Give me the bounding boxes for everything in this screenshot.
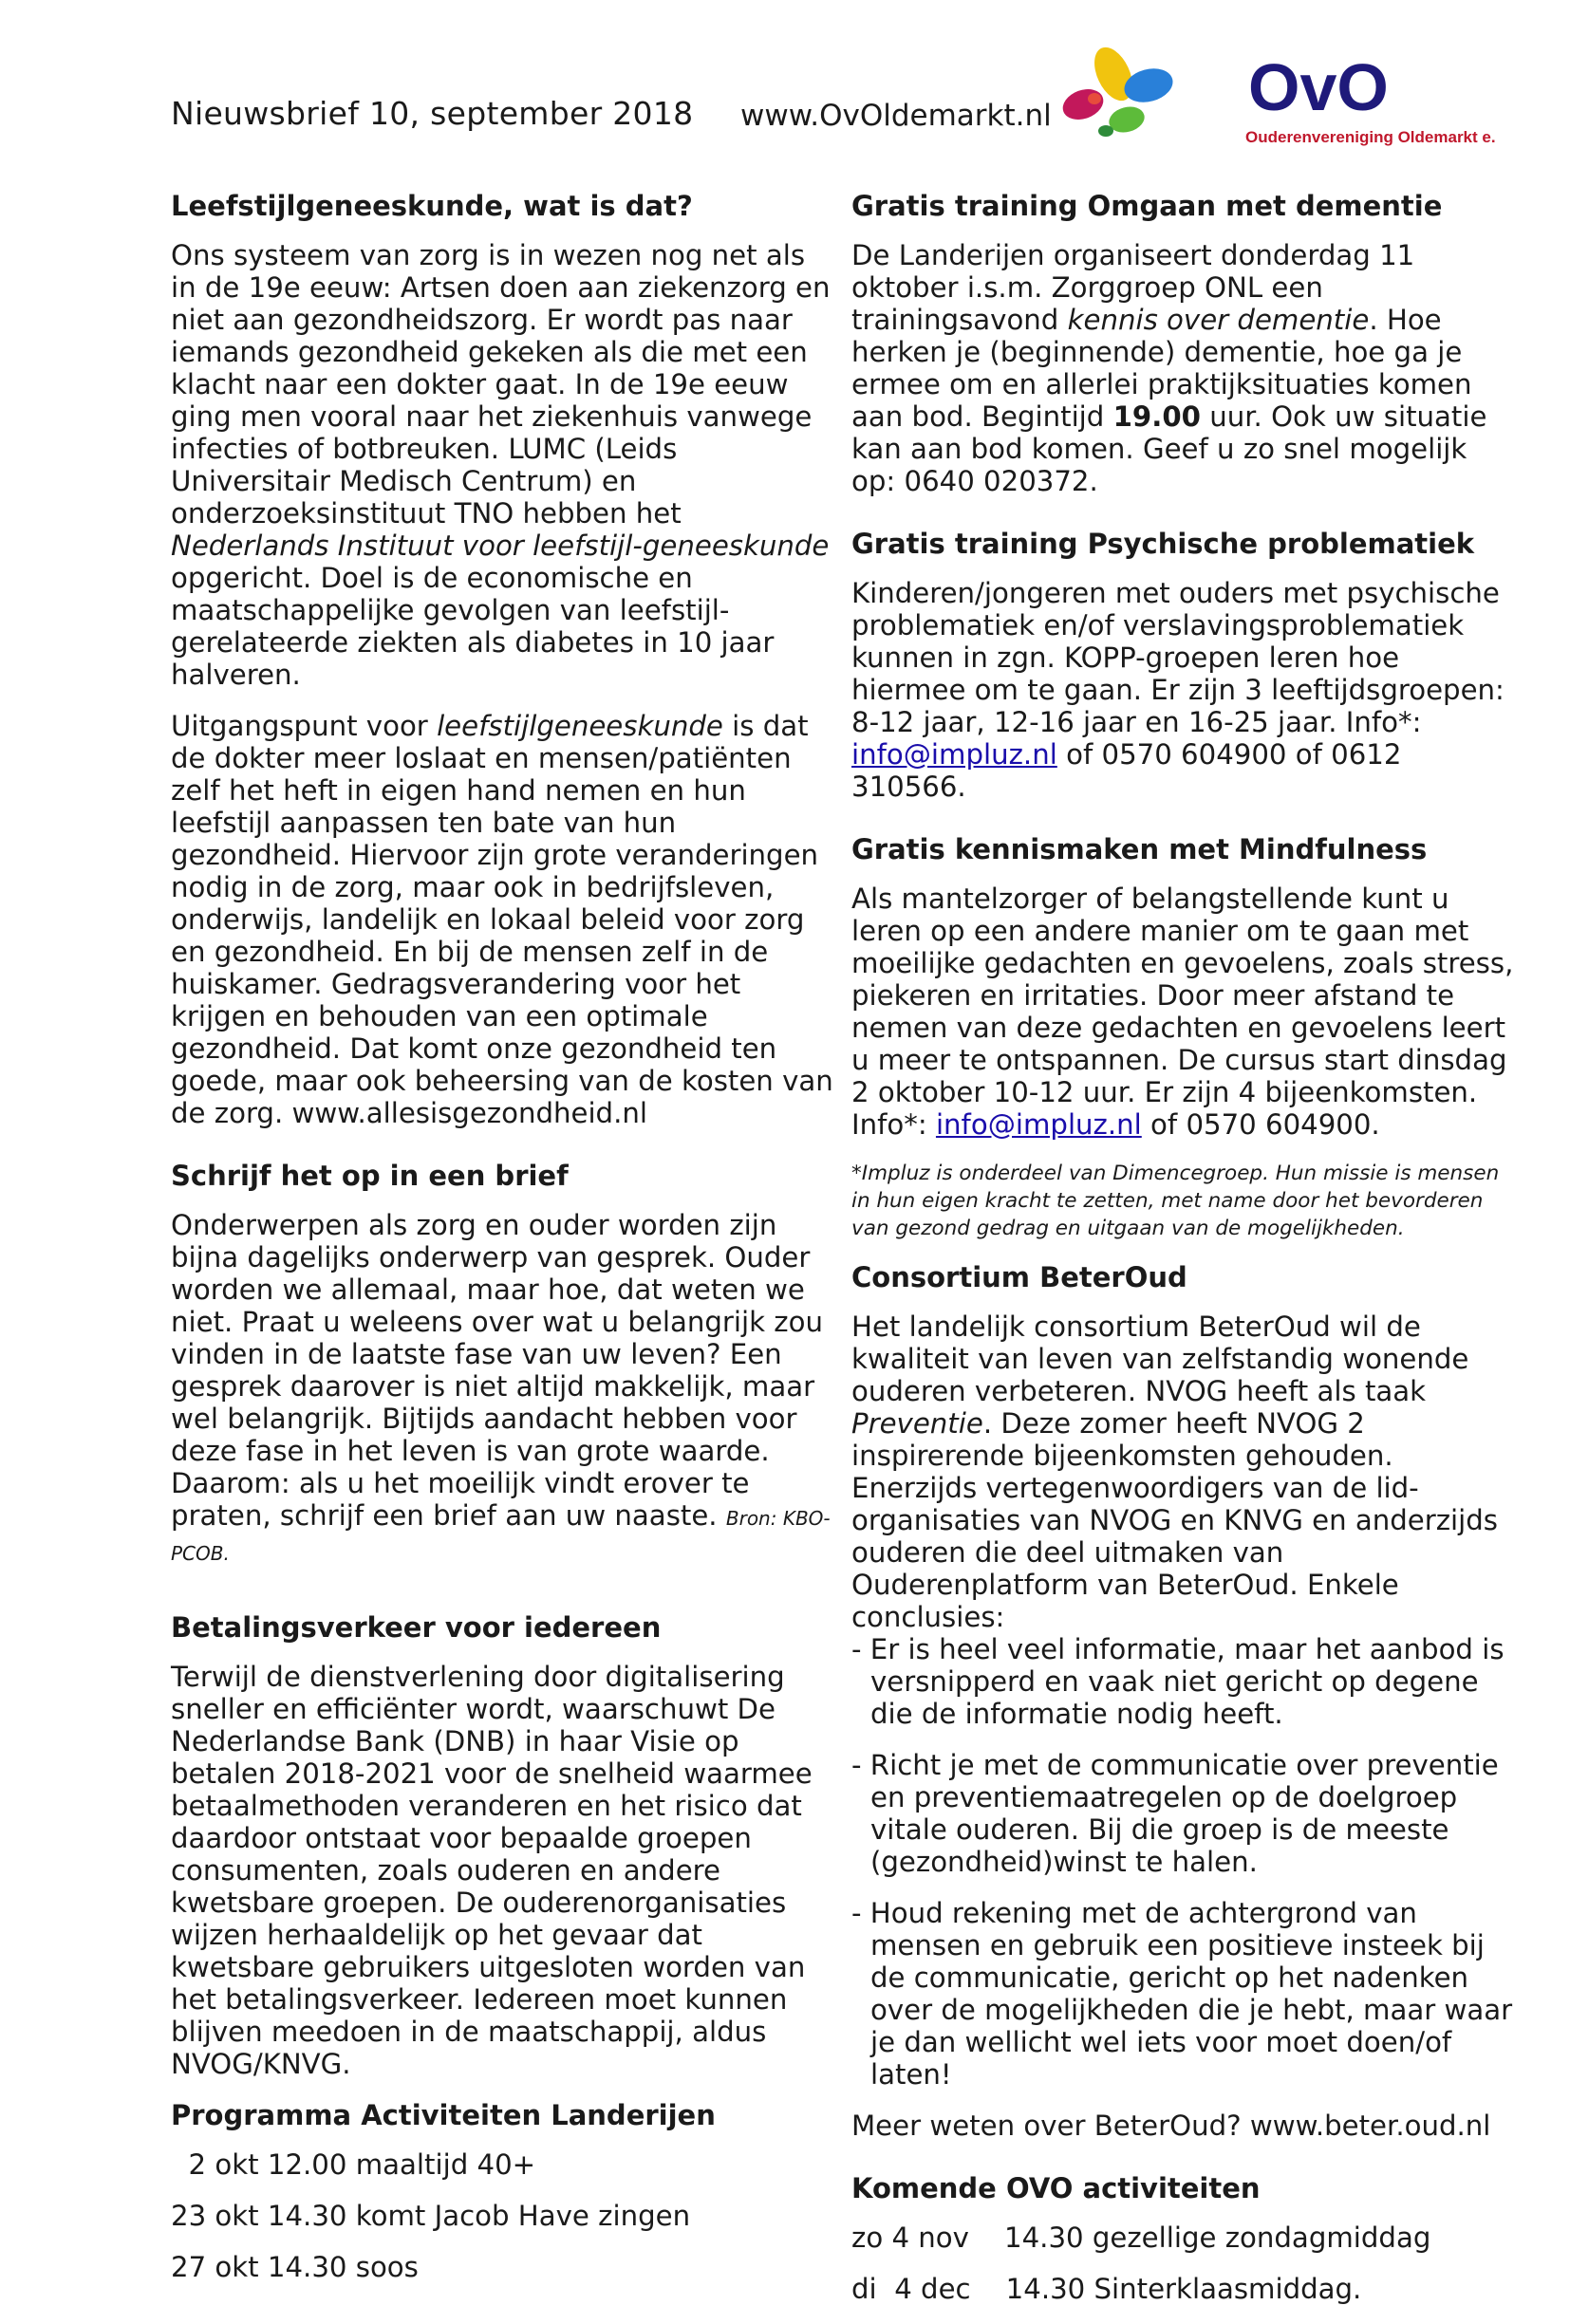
heading-programma: Programma Activiteiten Landerijen: [171, 2099, 716, 2131]
email-link[interactable]: info@impluz.nl: [935, 1108, 1142, 1141]
heading-dementie: Gratis training Omgaan met dementie: [851, 190, 1443, 222]
logo-subtitle: Ouderenvereniging Oldemarkt e.o.: [1245, 128, 1495, 146]
paragraph-dementie: De Landerijen organiseert donderdag 11 oktober i.s.m. Zorggroep ONL een trainingsavond kennis over dementie. Hoe herken je (beginnende) dementie, hoe ga je ermee om en allerlei praktijksituaties komen aan bod. Begintijd 19.00 uur. Ook uw situatie kan aan bod komen. Geef u zo snel mogelijk op: 0640 020372.: [851, 239, 1487, 497]
right-column: [851, 190, 1516, 2324]
paragraph-mindfulness: Als mantelzorger of belangstellende kunt u leren op een andere manier om te gaan met moeilijke gedachten en gevoelens, zoals stress, piekeren en irritaties. Door meer afstand te nemen van deze gedachten en gevoelens leert u meer te ontspannen. De cursus start dinsdag 2 oktober 10-12 uur. Er zijn 4 bijeenkomsten. Info*: info@impluz.nl of 0570 604900.: [851, 883, 1514, 1141]
heading-mindfulness: Gratis kennismaken met Mindfulness: [851, 833, 1428, 865]
email-link[interactable]: info@impluz.nl: [851, 738, 1057, 771]
heading-betalingsverkeer: Betalingsverkeer voor iedereen: [171, 1611, 662, 1644]
paragraph-leefstijl-1: Ons systeem van zorg is in wezen nog net als in de 19e eeuw: Artsen doen aan ziekenzorg en niet aan gezondheidszorg. Er wordt pas naar iemands gezondheid gekeken als die met een klacht naar een dokter gaat. In de 19e eeuw ging men vooral naar het ziekenhuis vanwege infecties of botbreuken. LUMC (Leids Universitair Medisch Centrum) en onderzoeksinstituut TNO hebben het Nederlands Instituut voor leefstijl-geneeskunde opgericht. Doel is de economische en maatschappelijke gevolgen van leefstijl-gerelateerde ziekten als diabetes in 10 jaar halveren.: [171, 239, 831, 691]
program-item: 2 okt 12.00 maaltijd 40+: [171, 2148, 536, 2181]
paragraph-leefstijl-2: Uitgangspunt voor leefstijlgeneeskunde is dat de dokter meer loslaat en mensen/patiënten zelf het heft in eigen hand nemen en hun leefstijl aanpassen ten bate van hun gezondheid. Hiervoor zijn grote veranderingen nodig in de zorg, maar ook in bedrijfsleven, onderwijs, landelijk en lokaal beleid voor zorg en gezondheid. En bij de mensen zelf in de huiskamer. Gedragsverandering voor het krijgen en behouden van een optimale gezondheid. Dat komt onze gezondheid ten goede, maar ook beheersing van de kosten van de zorg. www.allesisgezondheid.nl: [171, 710, 833, 1129]
newsletter-title: Nieuwsbrief 10, september 2018: [171, 95, 694, 132]
activity-item: zo 4 nov 14.30 gezellige zondagmiddag: [851, 2222, 1431, 2254]
heading-brief: Schrijf het op in een brief: [171, 1160, 569, 1192]
heading-komende: Komende OVO activiteiten: [851, 2172, 1261, 2204]
ovo-logo: [1058, 36, 1495, 159]
flower-logo-icon: [1058, 36, 1495, 159]
logo-text: OvO: [1248, 50, 1389, 124]
heading-leefstijl: Leefstijlgeneeskunde, wat is dat?: [171, 190, 693, 222]
left-column: [171, 190, 835, 2302]
heading-psychisch: Gratis training Psychische problematiek: [851, 528, 1475, 560]
paragraph-betalingsverkeer: Terwijl de dienstverlening door digitalisering sneller en efficiënter wordt, waarschuwt De Nederlandse Bank (DNB) in haar Visie op betalen 2018-2021 voor de snelheid waarmee betaalmethoden veranderen en het risico dat daardoor ontstaat voor bepaalde groepen consumenten, zoals ouderen en andere kwetsbare groepen. De ouderenorganisaties wijzen herhaaldelijk op het gevaar dat kwetsbare gebruikers uitgesloten worden van het betalingsverkeer. Iedereen moet kunnen blijven meedoen in de maatschappij, aldus NVOG/KNVG.: [171, 1661, 813, 2080]
conclusion-item: - Houd rekening met de achtergrond van mensen en gebruik een positieve insteek bij de communicatie, gericht op het nadenken over de mogelijkheden die je hebt, maar waar je dan wellicht wel iets voor moet doen/of laten!: [851, 1897, 1513, 2091]
heading-beteroud: Consortium BeterOud: [851, 1261, 1187, 1293]
program-item: 23 okt 14.30 komt Jacob Have zingen: [171, 2200, 691, 2232]
paragraph-beteroud: Het landelijk consortium BeterOud wil de kwaliteit van leven van zelfstandig wonende ouderen verbeteren. NVOG heeft als taak Preventie. Deze zomer heeft NVOG 2 inspirerende bijeenkomsten gehouden. Enerzijds vertegenwoordigers van de lid-organisaties van NVOG en KNVG en anderzijds ouderen die deel uitmaken van Ouderenplatform van BeterOud. Enkele conclusies:: [851, 1311, 1498, 1633]
program-item: 27 okt 14.30 soos: [171, 2251, 419, 2283]
footnote-impluz: *Impluz is onderdeel van Dimencegroep. Hun missie is mensen in hun eigen kracht te zetten, met name door het bevorderen van gezond gedrag en uitgaan van de mogelijkheden.: [851, 1162, 1500, 1240]
source-note: Bron: KBO-PCOB.: [171, 1507, 831, 1565]
paragraph-psychisch: Kinderen/jongeren met ouders met psychische problematiek en/of verslavingsproblematiek kunnen in zgn. KOPP-groepen leren hoe hiermee om te gaan. Er zijn 3 leeftijdsgroepen: 8-12 jaar, 12-16 jaar en 16-25 jaar. Info*: info@impluz.nl of 0570 604900 of 0612 310566.: [851, 577, 1505, 803]
conclusion-item: - Er is heel veel informatie, maar het aanbod is versnipperd en vaak niet gericht op degene die de informatie nodig heeft.: [851, 1633, 1505, 1730]
activity-item: di 4 dec 14.30 Sinterklaasmiddag.: [851, 2273, 1362, 2305]
beteroud-closing: Meer weten over BeterOud? www.beter.oud.nl: [851, 2110, 1491, 2142]
paragraph-brief: Onderwerpen als zorg en ouder worden zijn bijna dagelijks onderwerp van gesprek. Ouder worden we allemaal, maar hoe, dat weten we niet. Praat u weleens over wat u belangrijk zou vinden in de laatste fase van uw leven? Een gesprek daarover is niet altijd makkelijk, maar wel belangrijk. Bijtijds aandacht hebben voor deze fase in het leven is van grote waarde. Daarom: als u het moeilijk vindt erover te praten, schrijf een brief aan uw naaste. Bron: KBO-PCOB.: [171, 1209, 831, 1565]
website-url[interactable]: www.OvOldemarkt.nl: [740, 99, 1052, 133]
conclusion-item: - Richt je met de communicatie over preventie en preventiemaatregelen op de doelgroep vitale ouderen. Bij die groep is de meeste (gezondheid)winst te halen.: [851, 1749, 1499, 1878]
